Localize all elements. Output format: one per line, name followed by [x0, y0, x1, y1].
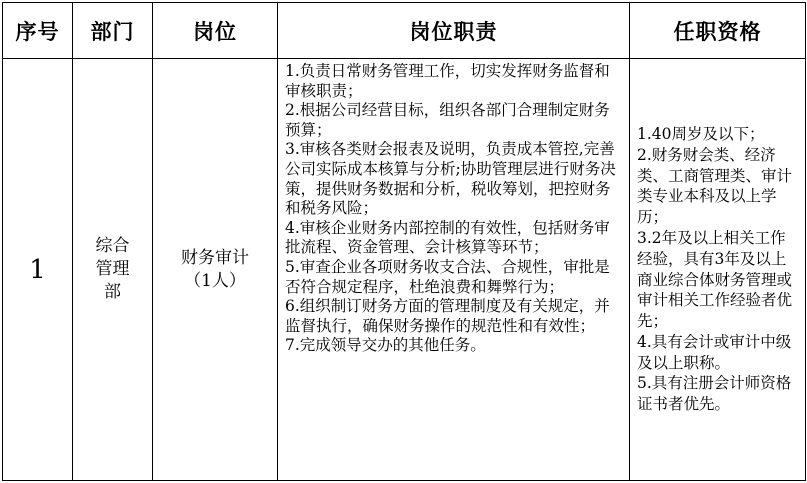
header-dept: 部门: [73, 3, 153, 59]
row-qualifications: [630, 59, 806, 481]
job-table: [2, 2, 806, 481]
duty-item: 5.审查企业各项财务收支合法、合规性，审批是否符合规定程序，杜绝浪费和舞弊行为；: [285, 257, 610, 296]
qualification-item: 5.具有注册会计师资格证书者优先。: [637, 374, 792, 414]
row-dept: [73, 59, 153, 481]
header-seq: 序号: [3, 3, 73, 59]
row-position: [153, 59, 278, 481]
qualification-item: 2.财务财会类、经济类、工商管理类、审计类专业本科及以上学历；: [637, 145, 793, 227]
header-row: [3, 3, 806, 59]
qualification-item: 1.40周岁及以下；: [637, 124, 765, 143]
dept-line: 管理: [95, 259, 130, 279]
position-line: （1人）: [184, 270, 246, 291]
header-qualifications: 任职资格: [630, 3, 806, 59]
position-line: 财务审计: [181, 247, 249, 268]
duty-item: 7.完成领导交办的其他任务。: [285, 336, 486, 355]
row-seq: 1: [3, 59, 73, 481]
table-row: [3, 59, 806, 481]
duty-item: 3.审核各类财会报表及说明，负责成本管控,完善公司实际成本核算与分析;协助管理层进行财务决策，提供财务数据和分析，税收筹划，把控财务和税务风险；: [285, 140, 616, 218]
qualification-item: 3.2年及以上相关工作经验，具有3年及以上商业综合体财务管理或审计相关工作经验者优先；: [637, 228, 793, 331]
header-duties: 岗位职责: [278, 3, 630, 59]
duty-item: 2.根据公司经营目标，组织各部门合理制定财务预算；: [285, 101, 610, 139]
qualification-item: 4.具有会计或审计中级及以上职称。: [637, 332, 792, 372]
duty-item: 1.负责日常财务管理工作，切实发挥财务监督和审核职责；: [285, 62, 610, 100]
duty-item: 4.审核企业财务内部控制的有效性，包括财务审批流程、资金管理、会计核算等环节；: [285, 218, 610, 257]
header-position: 岗位: [153, 3, 278, 59]
row-duties: [278, 59, 630, 481]
dept-line: 部: [104, 282, 121, 302]
dept-line: 综合: [95, 236, 130, 256]
duty-item: 6.组织制订财务方面的管理制度及有关规定，并监督执行，确保财务操作的规范性和有效性；: [285, 297, 610, 335]
